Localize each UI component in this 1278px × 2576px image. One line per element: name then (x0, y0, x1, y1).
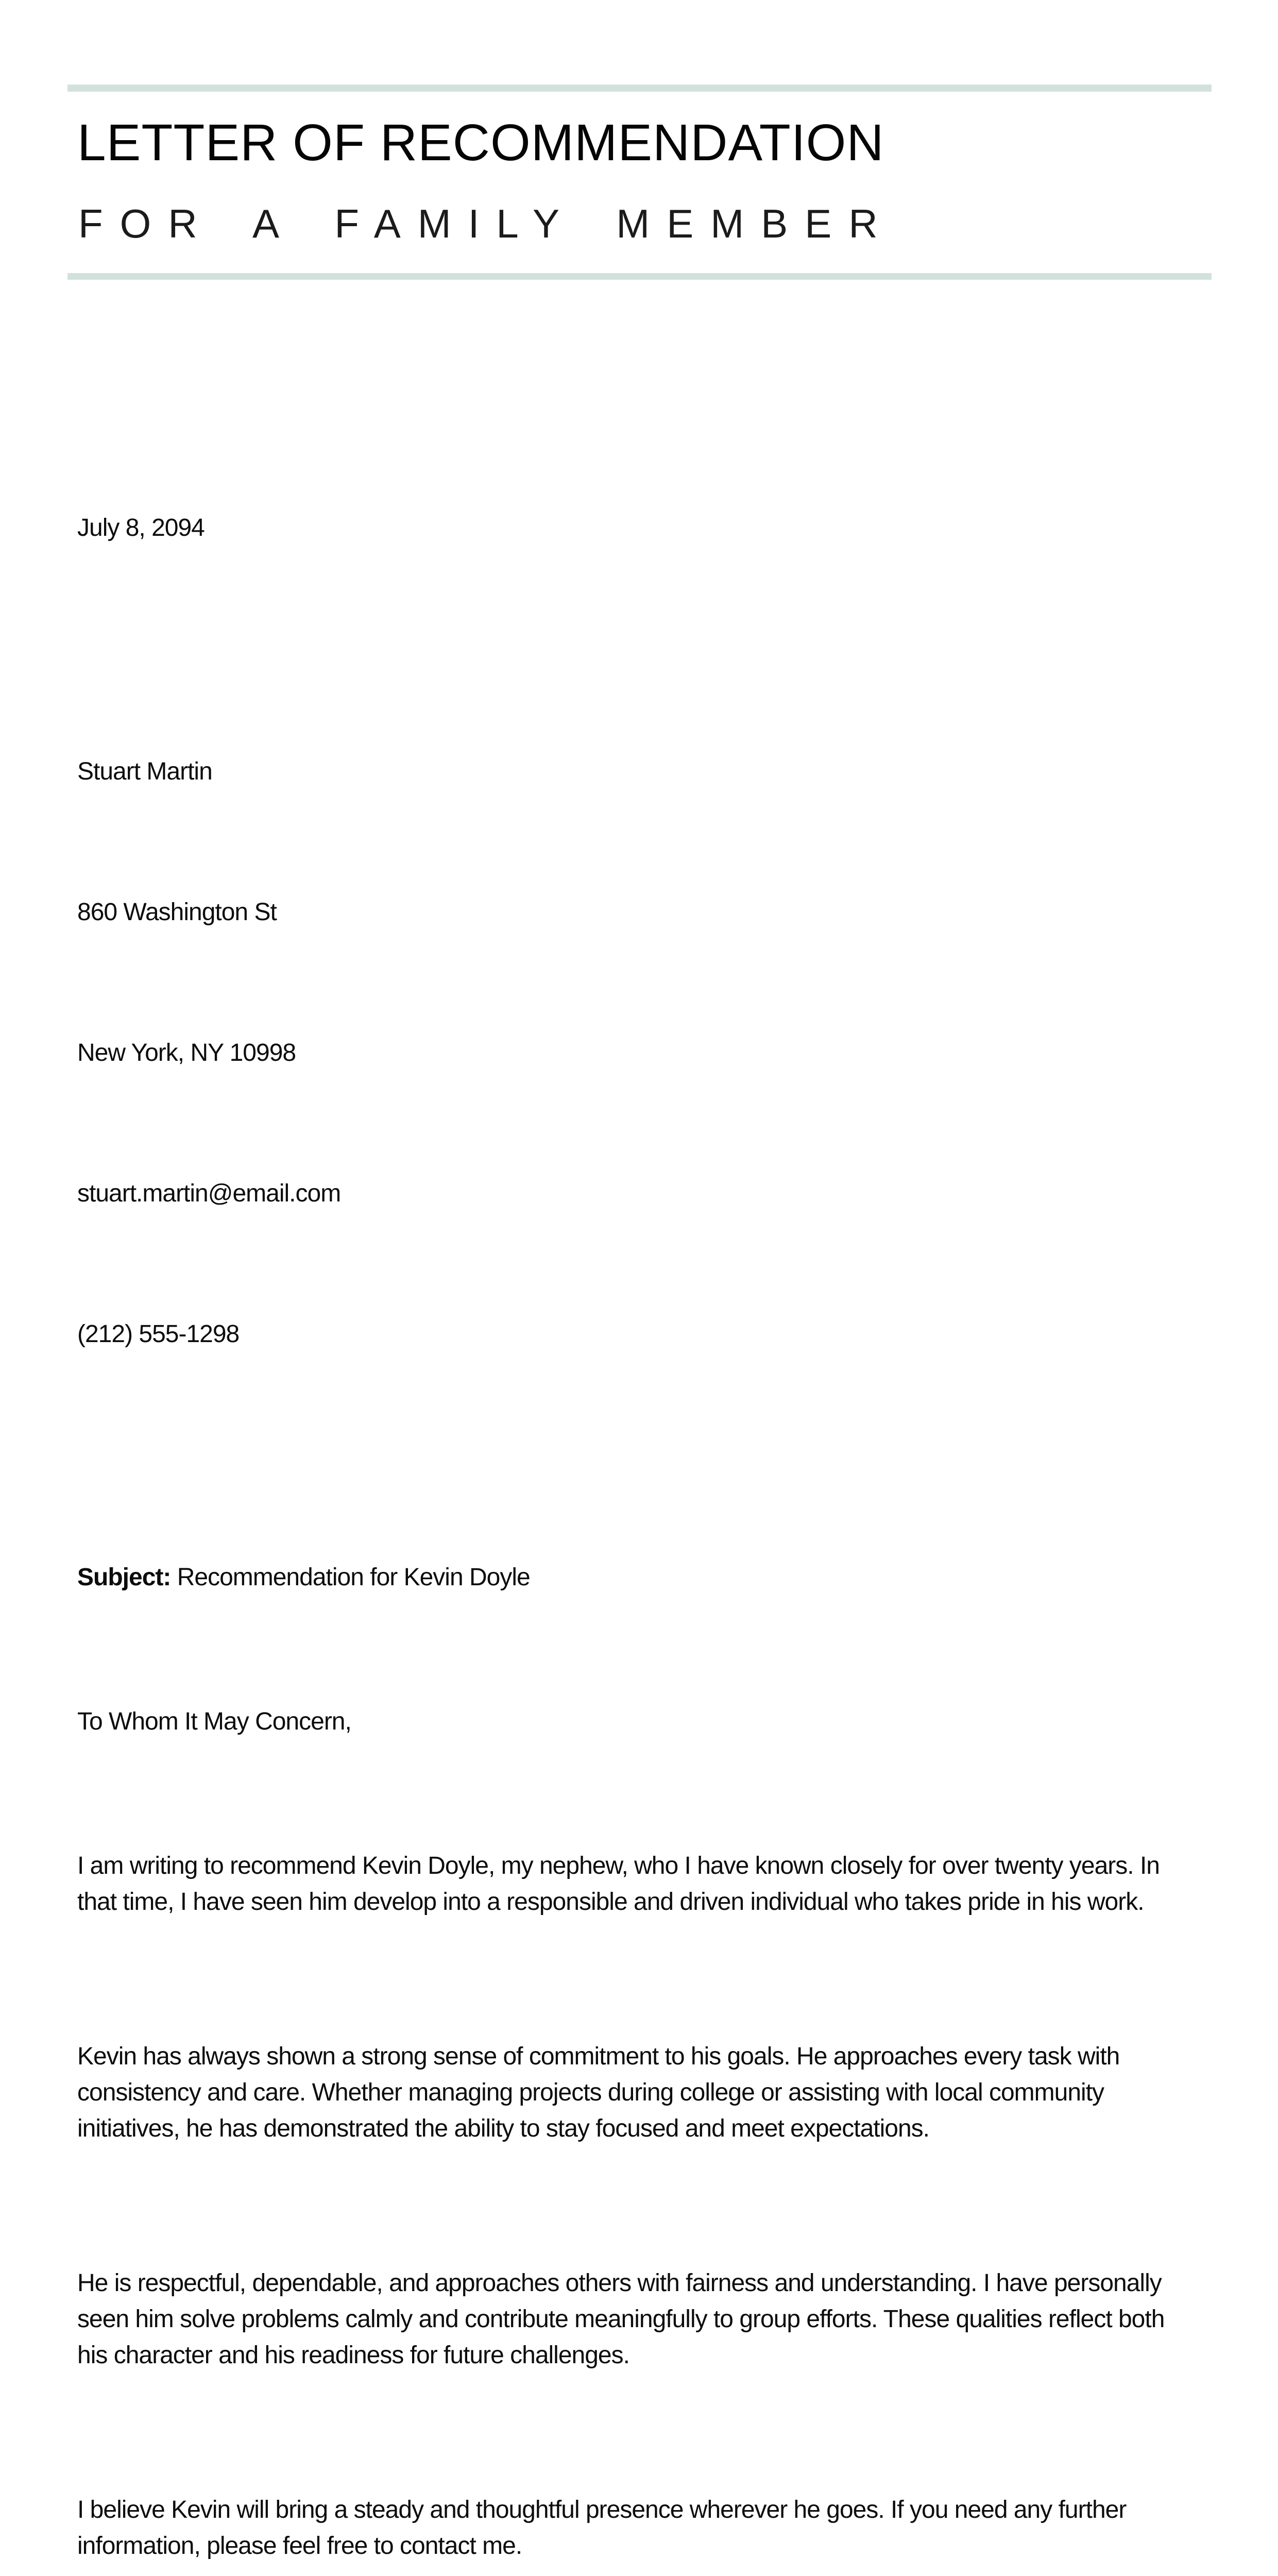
header-bottom-rule (67, 273, 1212, 280)
subject-label: Subject: (77, 1564, 171, 1591)
paragraph-3: He is respectful, dependable, and approaches others with fairness and understanding. I have personally seen him solve problems calmly and contribute meaningfully to group efforts. These qualities reflect both his character and his readiness for future challenges. (77, 2269, 1165, 2369)
document-title: LETTER OF RECOMMENDATION (77, 114, 884, 172)
subject-text: Recommendation for Kevin Doyle (177, 1564, 530, 1591)
sender-block (77, 654, 1257, 1451)
sender-city: New York, NY 10998 (77, 1039, 296, 1066)
paragraph-1: I am writing to recommend Kevin Doyle, my nephew, who I have known closely for over twenty years. In that time, I have seen him develop into a responsible and driven individual who takes pride in his work. (77, 1852, 1160, 1916)
document-subtitle: FOR A FAMILY MEMBER (78, 201, 895, 246)
paragraph-4: I believe Kevin will bring a steady and thoughtful presence wherever he goes. If you need any further information, please feel free to contact me. (77, 2496, 1127, 2560)
document-page (0, 84, 1278, 2560)
sender-name: Stuart Martin (77, 758, 212, 785)
subject-line (77, 1560, 1257, 1596)
letter-body (77, 402, 1257, 2576)
salutation: To Whom It May Concern, (77, 1708, 351, 1735)
sender-email: stuart.martin@email.com (77, 1180, 341, 1207)
sender-street: 860 Washington St (77, 899, 277, 926)
header-top-rule (67, 84, 1212, 92)
sender-phone: (212) 555-1298 (77, 1320, 240, 1348)
letter-date: July 8, 2094 (77, 514, 205, 541)
paragraph-2: Kevin has always shown a strong sense of commitment to his goals. He approaches every task with consistency and care. Whether managing projects during college or assisting with local community initiatives, he has demonstrated the ability to stay focused and meet expectations. (77, 2043, 1120, 2142)
